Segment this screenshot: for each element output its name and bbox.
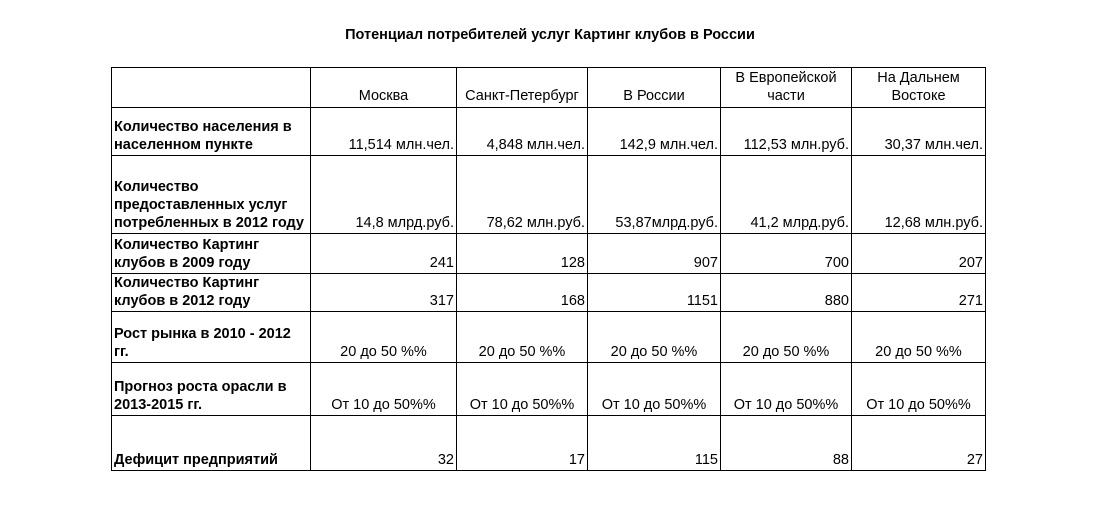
table-row bbox=[112, 416, 986, 471]
table-row bbox=[112, 312, 986, 363]
table-cell: 241 bbox=[311, 234, 457, 274]
table-cell: 142,9 млн.чел. bbox=[588, 108, 721, 156]
table-cell: 27 bbox=[852, 416, 986, 471]
potential-consumers-table bbox=[111, 67, 986, 471]
table-cell: 30,37 млн.чел. bbox=[852, 108, 986, 156]
table-cell: 112,53 млн.руб. bbox=[721, 108, 852, 156]
table-cell: 168 bbox=[457, 274, 588, 312]
table-cell: 88 bbox=[721, 416, 852, 471]
table-cell: От 10 до 50%% bbox=[457, 363, 588, 416]
row-label-clubs-2009: Количество Картинг клубов в 2009 году bbox=[112, 234, 311, 274]
table-cell: 53,87млрд.руб. bbox=[588, 156, 721, 234]
table-cell: 128 bbox=[457, 234, 588, 274]
column-header-moscow: Москва bbox=[311, 68, 457, 108]
table-cell: 1151 bbox=[588, 274, 721, 312]
table-row bbox=[112, 363, 986, 416]
row-label-enterprise-deficit: Дефицит предприятий bbox=[112, 416, 311, 471]
table-row bbox=[112, 274, 986, 312]
table-cell: 41,2 млрд.руб. bbox=[721, 156, 852, 234]
table-cell: 880 bbox=[721, 274, 852, 312]
table-row bbox=[112, 234, 986, 274]
row-label-market-growth: Рост рынка в 2010 - 2012 гг. bbox=[112, 312, 311, 363]
table-row bbox=[112, 156, 986, 234]
table-cell: От 10 до 50%% bbox=[588, 363, 721, 416]
table-cell: От 10 до 50%% bbox=[311, 363, 457, 416]
header-row bbox=[112, 68, 986, 108]
table-cell: 20 до 50 %% bbox=[588, 312, 721, 363]
table-cell: 78,62 млн.руб. bbox=[457, 156, 588, 234]
table-cell: 20 до 50 %% bbox=[852, 312, 986, 363]
table-cell: 20 до 50 %% bbox=[721, 312, 852, 363]
table-cell: 271 bbox=[852, 274, 986, 312]
table-cell: 32 bbox=[311, 416, 457, 471]
table-cell: 907 bbox=[588, 234, 721, 274]
table-row bbox=[112, 108, 986, 156]
table-cell: 17 bbox=[457, 416, 588, 471]
table-cell: 207 bbox=[852, 234, 986, 274]
column-header-russia: В России bbox=[588, 68, 721, 108]
table-cell: 14,8 млрд.руб. bbox=[311, 156, 457, 234]
table-cell: 700 bbox=[721, 234, 852, 274]
column-header-european-part: В Европейской части bbox=[721, 68, 852, 108]
row-label-growth-forecast: Прогноз роста орасли в 2013-2015 гг. bbox=[112, 363, 311, 416]
table-cell: 11,514 млн.чел. bbox=[311, 108, 457, 156]
table-cell: 12,68 млн.руб. bbox=[852, 156, 986, 234]
row-label-services: Количество предоставленных услуг потребленных в 2012 году bbox=[112, 156, 311, 234]
table-cell: 317 bbox=[311, 274, 457, 312]
table-cell: 115 bbox=[588, 416, 721, 471]
table-cell: 20 до 50 %% bbox=[457, 312, 588, 363]
column-header-far-east: На Дальнем Востоке bbox=[852, 68, 986, 108]
table-title: Потенциал потребителей услуг Картинг клубов в России bbox=[345, 27, 755, 43]
row-label-clubs-2012: Количество Картинг клубов в 2012 году bbox=[112, 274, 311, 312]
row-label-population: Количество населения в населенном пункте bbox=[112, 108, 311, 156]
corner-cell bbox=[112, 68, 311, 108]
table-cell: От 10 до 50%% bbox=[852, 363, 986, 416]
table-cell: 4,848 млн.чел. bbox=[457, 108, 588, 156]
table-cell: От 10 до 50%% bbox=[721, 363, 852, 416]
column-header-spb: Санкт-Петербург bbox=[457, 68, 588, 108]
table-cell: 20 до 50 %% bbox=[311, 312, 457, 363]
